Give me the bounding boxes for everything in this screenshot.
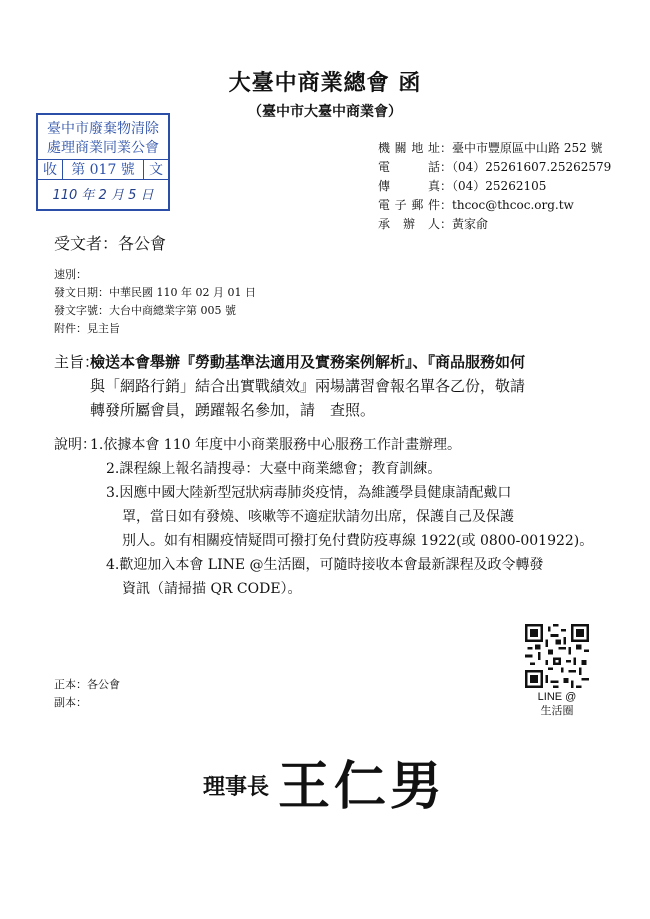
qr-caption-line-2: 生活圈: [540, 705, 574, 717]
subject-body: [90, 350, 640, 422]
explanation-label: 說明：: [54, 437, 96, 453]
stamp-number-row: [38, 159, 168, 180]
stamp-date: 110 年 2 月 5 日: [52, 188, 154, 203]
stamp-line-2: 處理商業同業公會: [38, 137, 168, 160]
qr-caption-line-1: LINE @: [537, 691, 577, 703]
contact-email: 電子郵件：thcoc@thcoc.org.tw: [378, 198, 574, 212]
explanation-item-4-line-1: 4.歡迎加入本會 LINE @生活圈，可隨時接收本會最新課程及政令轉發: [106, 557, 544, 573]
recipient-label: 受文者: [54, 234, 103, 253]
explanation-item-1: 1.依據本會 110 年度中小商業服務中心服務工作計畫辦理。: [90, 437, 461, 453]
subject-label: 主旨：: [54, 353, 100, 371]
explanation-item-4-line-2: 資訊（請掃描 QR CODE）。: [122, 581, 302, 597]
document-subtitle: （臺中市大臺中商業會）: [248, 104, 402, 120]
document-title: 大臺中商業總會 函: [228, 70, 422, 96]
qr-caption: [520, 690, 594, 718]
contact-fax: 傳 真：（04）25262105: [378, 179, 547, 193]
received-stamp: [36, 113, 170, 211]
contact-info: [378, 139, 611, 234]
contact-address: 機關地址：臺中市豐原區中山路 252 號: [378, 141, 603, 155]
document-meta: [54, 266, 256, 338]
subject-line-2: 與「網路行銷」結合出實戰績效』兩場講習會報名單各乙份，敬請: [90, 377, 526, 395]
qr-code-icon[interactable]: [525, 624, 589, 688]
stamp-line-1: 臺中市廢棄物清除: [47, 121, 159, 137]
copies-info: [54, 676, 120, 712]
stamp-doc-label: 文: [143, 159, 168, 179]
contact-phone: 電 話：（04）25261607.25262579: [378, 160, 612, 174]
meta-number: 發文字號：大台中商總業字第 005 號: [54, 304, 236, 317]
stamp-received-label: 收: [38, 159, 63, 179]
meta-attachment: 附件：見主旨: [54, 322, 120, 335]
copies-original: 正本：各公會: [54, 678, 120, 691]
chairman-signature: 王仁男: [278, 756, 447, 817]
meta-date: 發文日期：中華民國 110 年 02 月 01 日: [54, 286, 256, 299]
chairman-title: 理事長: [203, 774, 270, 800]
recipient: 受文者：各公會: [54, 234, 167, 253]
explanation-item-3-line-1: 3.因應中國大陸新型冠狀病毒肺炎疫情，為維護學員健康請配戴口: [106, 485, 512, 501]
explanation-item-3-line-3: 別人。如有相關疫情疑問可撥打免付費防疫專線 1922(或 0800-001922)。: [122, 533, 594, 549]
subject-line-3: 轉發所屬會員，踴躍報名參加，請 查照。: [90, 401, 376, 419]
recipient-value: 各公會: [118, 234, 167, 253]
meta-speed: 速別：: [54, 268, 87, 281]
subject-line-1: 檢送本會舉辦『勞動基準法適用及實務案例解析』、『商品服務如何: [90, 353, 526, 371]
stamp-number: 第 017 號: [71, 162, 135, 178]
explanation-item-2: 2.課程線上報名請搜尋：大臺中商業總會；教育訓練。: [106, 461, 442, 477]
contact-handler: 承 辦 人：黃家俞: [378, 217, 489, 231]
copies-copy: 副本：: [54, 696, 87, 709]
explanation-item-3-line-2: 罩，當日如有發燒、咳嗽等不適症狀請勿出席，保護自己及保護: [122, 509, 514, 525]
